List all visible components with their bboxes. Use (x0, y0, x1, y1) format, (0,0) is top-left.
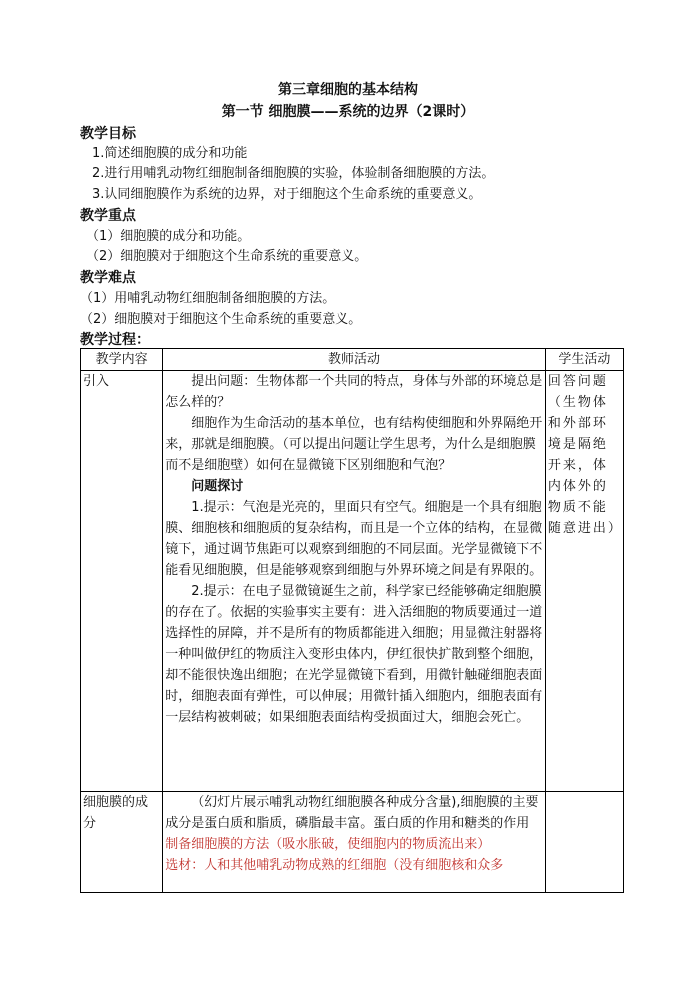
teacher-cell (163, 371, 546, 792)
table-header-row (81, 349, 624, 371)
objective-item: 1.简述细胞膜的成分和功能 (92, 146, 248, 161)
table-row (81, 792, 624, 893)
teacher-paragraph: 2.提示：在电子显微镜诞生之前，科学家已经能够确定细胞膜的存在了。依据的实验事实主要有：进入活细胞的物质要通过一道选择性的屏障，并不是所有的物质都能进入细胞；用显微注射器将一种叫做伊红的物质注入变形虫体内，伊红很快扩散到整个细胞，却不能很快逸出细胞；在光学显微镜下看到，用微针触碰细胞表面时，细胞表面有弹性，可以伸展；用微针插入细胞内，细胞表面有一层结构被刺破；如果细胞表面结构受损面过大，细胞会死亡。 (165, 584, 543, 725)
student-cell: 回答问题（生物体和外部环境是隔绝开来，体内体外的物质不能随意进出） (545, 371, 623, 792)
section-title: 第一节 细胞膜——系统的边界（2课时） (221, 104, 475, 120)
header-student: 学生活动 (545, 349, 623, 371)
content-cell: 细胞膜的成分 (81, 792, 163, 893)
teacher-paragraph: 细胞作为生命活动的基本单位，也有结构使细胞和外界隔绝开来，那就是细胞膜。（可以提出问题让学生思考，为什么是细胞膜而不是细胞壁）如何在显微镜下区别细胞和气泡？ (165, 416, 543, 473)
teacher-paragraph: （幻灯片展示哺乳动物红细胞膜各种成分含量),细胞膜的主要成分是蛋白质和脂质，磷脂最丰富。蛋白质的作用和糖类的作用 (165, 795, 539, 831)
chapter-title: 第三章细胞的基本结构 (278, 82, 418, 98)
objectives-heading: 教学目标 (80, 126, 136, 142)
teacher-subheading: 问题探讨 (191, 479, 244, 494)
student-cell (545, 792, 623, 893)
teacher-highlight: 制备细胞膜的方法（吸水胀破，使细胞内的物质流出来） (165, 837, 491, 852)
objective-item: 2.进行用哺乳动物红细胞制备细胞膜的实验，体验制备细胞膜的方法。 (92, 166, 495, 181)
process-heading: 教学过程： (80, 332, 150, 348)
teacher-highlight: 选材：人和其他哺乳动物成熟的红细胞（没有细胞核和众多 (165, 858, 504, 873)
objective-item: 3.认同细胞膜作为系统的边界，对于细胞这个生命系统的重要意义。 (92, 187, 482, 202)
header-teacher: 教师活动 (163, 349, 546, 371)
key-points-heading: 教学重点 (80, 208, 136, 224)
difficulties-heading: 教学难点 (80, 270, 136, 286)
key-point-item: （1）细胞膜的成分和功能。 (86, 229, 251, 244)
table-row (81, 371, 624, 792)
header-content: 教学内容 (81, 349, 163, 371)
teacher-paragraph: 提出问题：生物体都一个共同的特点，身体与外部的环境总是怎么样的？ (165, 374, 543, 410)
teacher-cell (163, 792, 546, 893)
difficulty-item: （1）用哺乳动物红细胞制备细胞膜的方法。 (80, 291, 336, 306)
key-point-item: （2）细胞膜对于细胞这个生命系统的重要意义。 (86, 249, 368, 264)
teacher-paragraph: 1.提示：气泡是光亮的，里面只有空气。细胞是一个具有细胞膜、细胞核和细胞质的复杂结构，而且是一个立体的结构，在显微镜下，通过调节焦距可以观察到细胞的不同层面。光学显微镜下不能看见细胞膜，但是能够观察到细胞与外界环境之间是有界限的。 (165, 500, 543, 578)
difficulty-item: （2）细胞膜对于细胞这个生命系统的重要意义。 (80, 312, 362, 327)
content-cell: 引入 (81, 371, 163, 792)
teaching-process-table (80, 348, 624, 893)
